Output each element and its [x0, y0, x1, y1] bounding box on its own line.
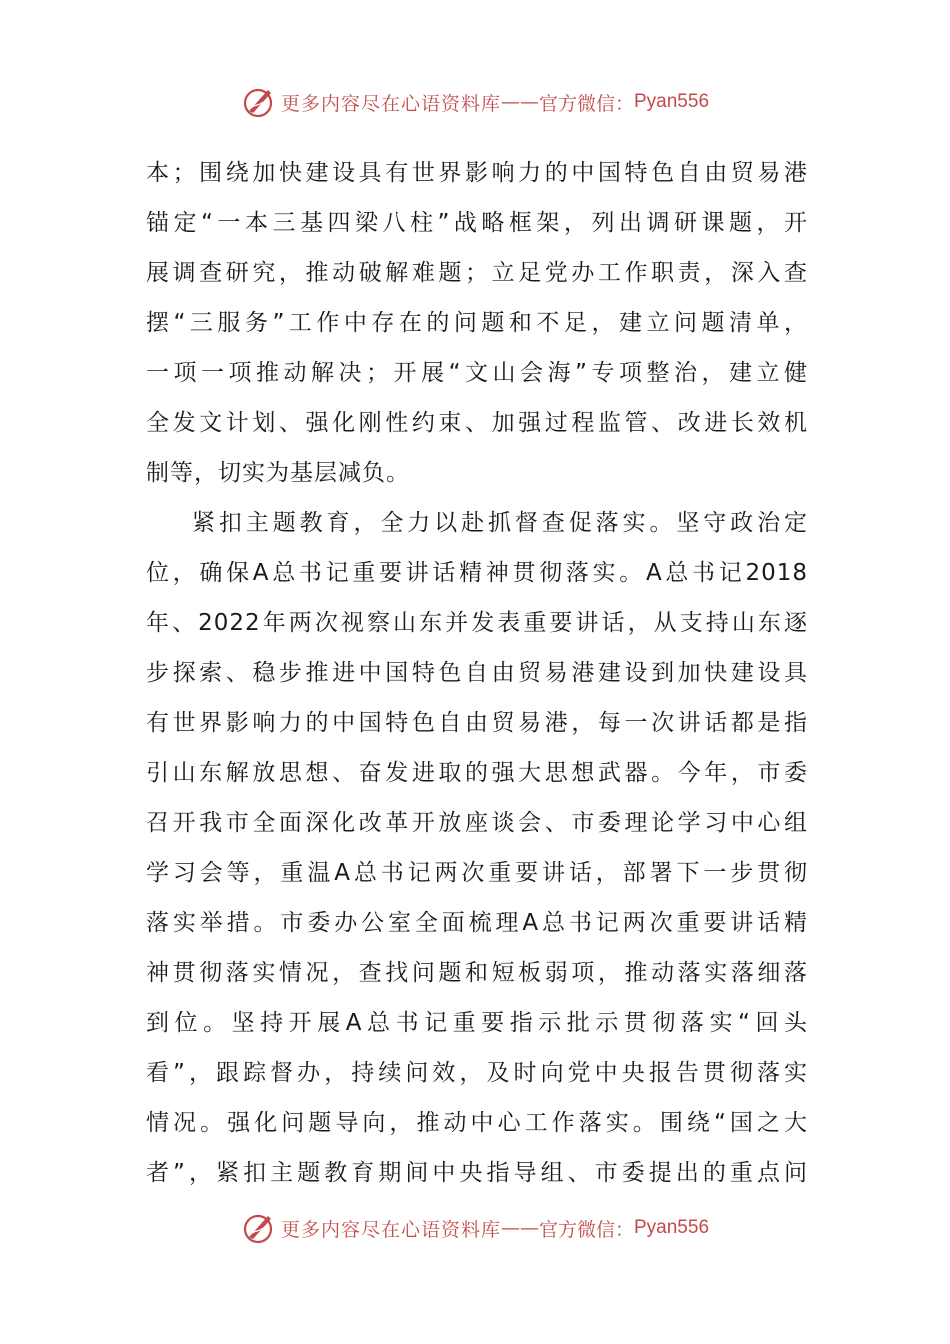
- text-line: 步探索、稳步推进中国特色自由贸易港建设到加快建设具: [146, 660, 808, 686]
- footer-banner: [0, 1208, 950, 1248]
- text-line: 落实举措。市委办公室全面梳理A总书记两次重要讲话精: [146, 910, 808, 936]
- quill-logo-icon: [241, 1210, 277, 1246]
- footer-separator: ——: [500, 1217, 539, 1239]
- text-line: 展调查研究，推动破解难题；立足党办工作职责，深入查: [146, 260, 808, 286]
- text-line: 到位。坚持开展A总书记重要指示批示贯彻落实“回头: [146, 1010, 808, 1036]
- footer-label: 官方微信：: [538, 1218, 634, 1241]
- paragraph-first-line: 紧扣主题教育，全力以赴抓督查促落实。坚守政治定: [192, 510, 808, 536]
- quill-logo-icon: [241, 84, 277, 120]
- footer-handle: Pyan556: [634, 1217, 710, 1238]
- document-body: [146, 148, 808, 1198]
- text-line: 摆“三服务”工作中存在的问题和不足，建立问题清单，: [146, 310, 808, 336]
- header-handle: Pyan556: [634, 91, 710, 112]
- text-line: 位，确保A总书记重要讲话精神贯彻落实。A总书记2018: [146, 560, 808, 586]
- text-line: 召开我市全面深化改革开放座谈会、市委理论学习中心组: [146, 810, 808, 836]
- header-brand: 更多内容尽在心语资料库: [280, 92, 501, 115]
- text-line: 看”，跟踪督办，持续问效，及时向党中央报告贯彻落实: [146, 1060, 808, 1086]
- header-label: 官方微信：: [538, 92, 634, 115]
- header-banner: [0, 82, 950, 122]
- text-line: 年、2022年两次视察山东并发表重要讲话，从支持山东逐: [146, 610, 808, 636]
- text-line: 锚定“一本三基四梁八柱”战略框架，列出调研课题，开: [146, 210, 808, 236]
- text-line: 引山东解放思想、奋发进取的强大思想武器。今年，市委: [146, 760, 808, 786]
- text-line: 学习会等，重温A总书记两次重要讲话，部署下一步贯彻: [146, 860, 808, 886]
- text-line: 有世界影响力的中国特色自由贸易港，每一次讲话都是指: [146, 710, 808, 736]
- header-separator: ——: [500, 91, 539, 113]
- text-line: 情况。强化问题导向，推动中心工作落实。围绕“国之大: [146, 1110, 808, 1136]
- footer-brand: 更多内容尽在心语资料库: [280, 1218, 501, 1241]
- text-line: 制等，切实为基层减负。: [146, 460, 410, 486]
- text-line: 全发文计划、强化刚性约束、加强过程监管、改进长效机: [146, 410, 808, 436]
- text-line: 者”，紧扣主题教育期间中央指导组、市委提出的重点问: [146, 1160, 808, 1186]
- text-line: 本；围绕加快建设具有世界影响力的中国特色自由贸易港: [146, 160, 808, 186]
- text-line: 一项一项推动解决；开展“文山会海”专项整治，建立健: [146, 360, 808, 386]
- text-line: 神贯彻落实情况，查找问题和短板弱项，推动落实落细落: [146, 960, 808, 986]
